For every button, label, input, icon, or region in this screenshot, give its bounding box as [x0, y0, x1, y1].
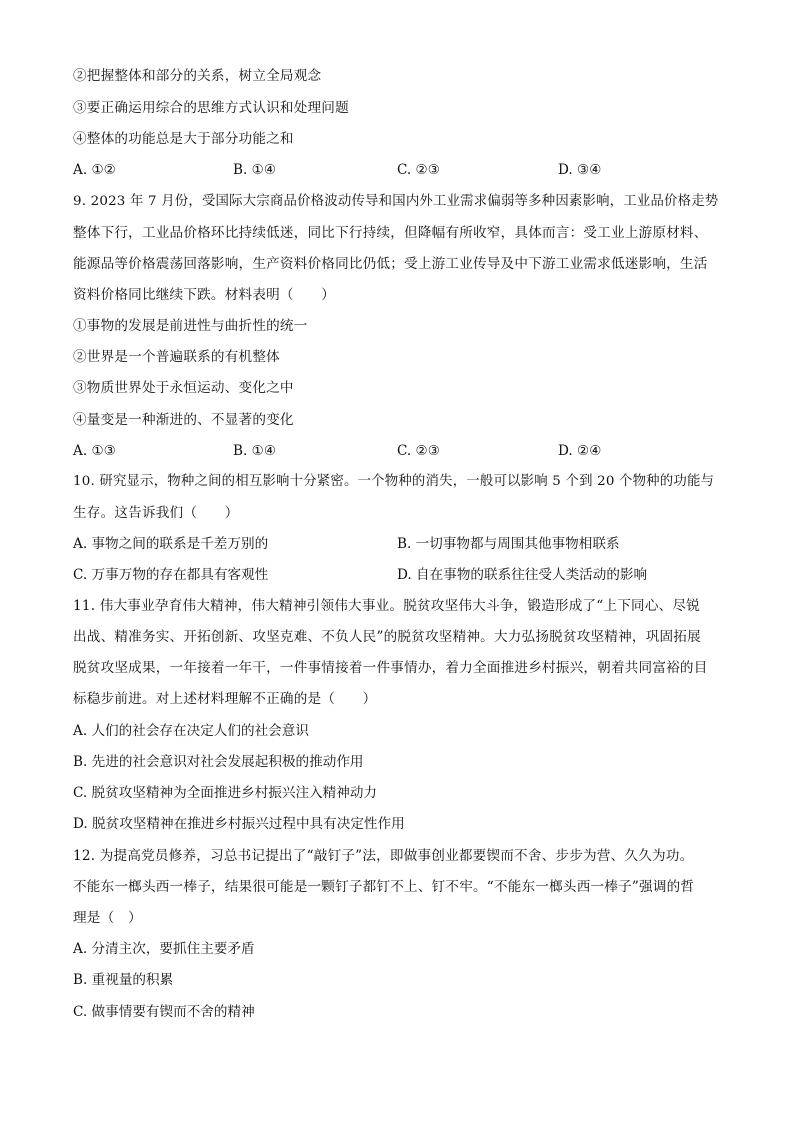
q10-stem-line-1: 10. 研究显示，物种之间的相互影响十分紧密。一个物种的消失，一般可以影响 5 个到 20 个物种的功能与	[73, 474, 715, 489]
q11-stem-line-1: 11. 伟大事业孕育伟大精神，伟大精神引领伟大事业。脱贫攻坚伟大斗争，锻造形成了“上下同心、尽锐	[73, 598, 701, 614]
q12-stem-line-2: 不能东一榔头西一棒子，结果很可能是一颗钉子都钉不上、钉不牢。“不能东一榔头西一棒子”强调的哲	[73, 879, 695, 895]
q12-option-c[interactable]: C. 做事情要有锲而不舍的精神	[73, 1004, 255, 1020]
q8-option-b[interactable]: B. ①④	[233, 162, 277, 178]
q9-statement-1: ①事物的发展是前进性与曲折性的统一	[73, 318, 308, 334]
q9-statement-2: ②世界是一个普遍联系的有机整体	[73, 349, 280, 365]
q12-option-a[interactable]: A. 分清主次，要抓住主要矛盾	[73, 941, 255, 957]
q10-stem-line-2: 生存。这告诉我们（ ）	[73, 505, 239, 521]
q9-option-c[interactable]: C. ②③	[397, 443, 440, 459]
q8-statement-4: ④整体的功能总是大于部分功能之和	[73, 131, 294, 147]
q11-option-b[interactable]: B. 先进的社会意识对社会发展起积极的推动作用	[73, 754, 364, 770]
q11-stem-line-2: 出战、精准务实、开拓创新、攻坚克难、不负人民”的脱贫攻坚精神。大力弘扬脱贫攻坚精神，巩固拓展	[73, 629, 701, 645]
q8-option-a[interactable]: A. ①②	[73, 162, 116, 178]
q11-stem-line-4: 标稳步前进。对上述材料理解不正确的是（ ）	[73, 691, 377, 707]
q10-option-d[interactable]: D. 自在事物的联系往往受人类活动的影响	[397, 567, 648, 583]
q10-option-c[interactable]: C. 万事万物的存在都具有客观性	[73, 567, 269, 583]
q9-option-d[interactable]: D. ②④	[558, 443, 602, 459]
q8-statement-3: ③要正确运用综合的思维方式认识和处理问题	[73, 100, 349, 116]
q11-option-a[interactable]: A. 人们的社会存在决定人们的社会意识	[73, 723, 309, 739]
q11-stem-line-3: 脱贫攻坚成果，一年接着一年干，一件事情接着一件事情办，着力全面推进乡村振兴，朝着共同富裕的目	[73, 660, 708, 676]
q9-statement-3: ③物质世界处于永恒运动、变化之中	[73, 380, 294, 396]
q9-statement-4: ④量变是一种渐进的、不显著的变化	[73, 412, 294, 428]
q12-option-b[interactable]: B. 重视量的积累	[73, 972, 174, 988]
q9-option-a[interactable]: A. ①③	[73, 443, 116, 459]
q11-option-d[interactable]: D. 脱贫攻坚精神在推进乡村振兴过程中具有决定性作用	[73, 816, 405, 832]
q12-stem-line-3: 理是（ ）	[73, 910, 142, 926]
q9-stem-line-2: 整体下行，工业品价格环比持续低迷，同比下行持续，但降幅有所收窄，具体而言：受工业上游原材料、	[73, 225, 708, 241]
q12-stem-line-1: 12. 为提高党员修养，习总书记提出了“敲钉子”法，即做事创业都要锲而不舍、步步为营、久久为功。	[73, 848, 694, 864]
q10-option-b[interactable]: B. 一切事物都与周围其他事物相联系	[397, 536, 620, 552]
q9-stem-line-1: 9. 2023 年 7 月份，受国际大宗商品价格波动传导和国内外工业需求偏弱等多种因素影响，工业品价格走势	[73, 194, 719, 209]
q11-option-c[interactable]: C. 脱贫攻坚精神为全面推进乡村振兴注入精神动力	[73, 785, 378, 801]
q9-stem-line-4: 资料价格同比继续下跌。材料表明（ ）	[73, 287, 336, 303]
q8-option-c[interactable]: C. ②③	[397, 162, 440, 178]
q9-option-b[interactable]: B. ①④	[233, 443, 277, 459]
q8-statement-2: ②把握整体和部分的关系，树立全局观念	[73, 68, 322, 84]
q8-option-d[interactable]: D. ③④	[558, 162, 602, 178]
q10-option-a[interactable]: A. 事物之间的联系是千差万别的	[73, 536, 269, 552]
q9-stem-line-3: 能源品等价格震荡回落影响，生产资料价格同比仍低；受上游工业传导及中下游工业需求低迷影响，生活	[73, 256, 708, 272]
